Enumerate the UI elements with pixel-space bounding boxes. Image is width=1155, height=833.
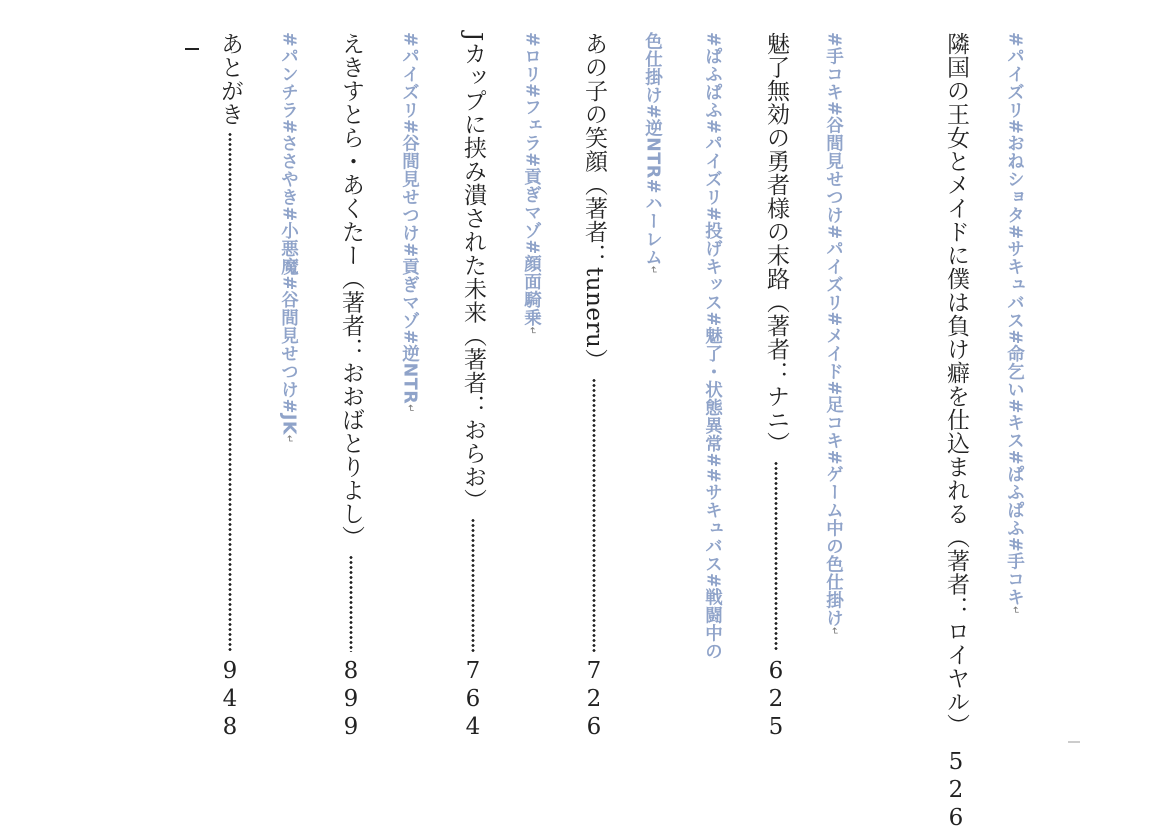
entry-3-tags-text: #ぱふぱふ#パイズリ#投げキッス#魅了・状態異常##サキュバス#戦闘中の [702, 32, 723, 661]
toc-entry-1[interactable] [943, 32, 969, 833]
entry-1-tags-text: #パイズリ#おねショタ#サキュバス#命乞い#キス#ぱふぱふ#手コキ [1004, 32, 1025, 607]
entry-5-tags-text: #パイズリ#谷間見せつけ#貢ぎマゾ#逆NTR [399, 32, 420, 405]
entry-2-tags [824, 32, 842, 636]
toc-entry-3[interactable] [582, 32, 605, 742]
return-mark-icon: ↵ [1009, 606, 1021, 616]
return-mark-icon: ↵ [647, 265, 659, 275]
return-mark-icon: ↵ [283, 434, 295, 444]
entry-4-title: Jカップに挟み潰された未来（著者：おらお） [460, 32, 486, 512]
return-mark-icon: ↵ [828, 626, 840, 636]
dot-leader [582, 378, 605, 652]
toc-entry-4[interactable] [461, 32, 484, 742]
entry-6-page: 948 [217, 658, 243, 742]
entry-6-title: あとがき [217, 32, 243, 126]
entry-2-page: 625 [763, 658, 789, 742]
entry-4-page: 764 [460, 658, 486, 742]
entry-3-title: あの子の笑顔（著者：tuneru） [581, 32, 607, 372]
entry-3-page: 726 [581, 658, 607, 742]
dot-leader [218, 132, 241, 652]
entry-5-page: 899 [338, 658, 364, 742]
entry-1-page: 526 [943, 749, 969, 833]
entry-3-tags-cont [643, 32, 661, 275]
entry-1-tags [1005, 32, 1023, 615]
entry-1-title: 隣国の王女とメイドに僕は負け癖を仕込まれる（著者：ロイヤル） [943, 32, 969, 737]
entry-2-tags-text: #手コキ#谷間見せつけ#パイズリ#メイド#足コキ#ゲーム中の色仕掛け [823, 32, 844, 627]
entry-3-tags-cont-text: 色仕掛け#逆NTR#ハーレム [642, 32, 663, 266]
dot-leader [764, 461, 787, 652]
entry-5-tags [400, 32, 418, 413]
return-mark-icon: ↵ [404, 404, 416, 414]
entry-3-tags [703, 32, 721, 660]
toc-entry-6[interactable] [218, 32, 241, 742]
toc-entry-2[interactable] [764, 32, 787, 742]
dot-leader [461, 518, 484, 652]
entry-6-tags [279, 32, 297, 444]
entry-5-title: えきすとら・あくたー（著者：おおばとりよし） [338, 32, 364, 549]
corner-mark [1068, 741, 1080, 743]
return-mark-icon: ↵ [526, 326, 538, 336]
entry-4-tags [522, 32, 540, 336]
dash-mark [185, 48, 199, 50]
entry-2-title: 魅了無効の勇者様の末路（著者：ナニ） [763, 32, 789, 455]
toc-entry-5[interactable] [339, 32, 362, 742]
entry-4-tags-text: #ロリ#フェラ#貢ぎマゾ#顔面騎乗 [521, 32, 542, 327]
dot-leader [339, 555, 362, 652]
entry-6-tags-text: #パンチラ#ささやき#小悪魔#谷間見せつけ#JK [278, 32, 299, 435]
